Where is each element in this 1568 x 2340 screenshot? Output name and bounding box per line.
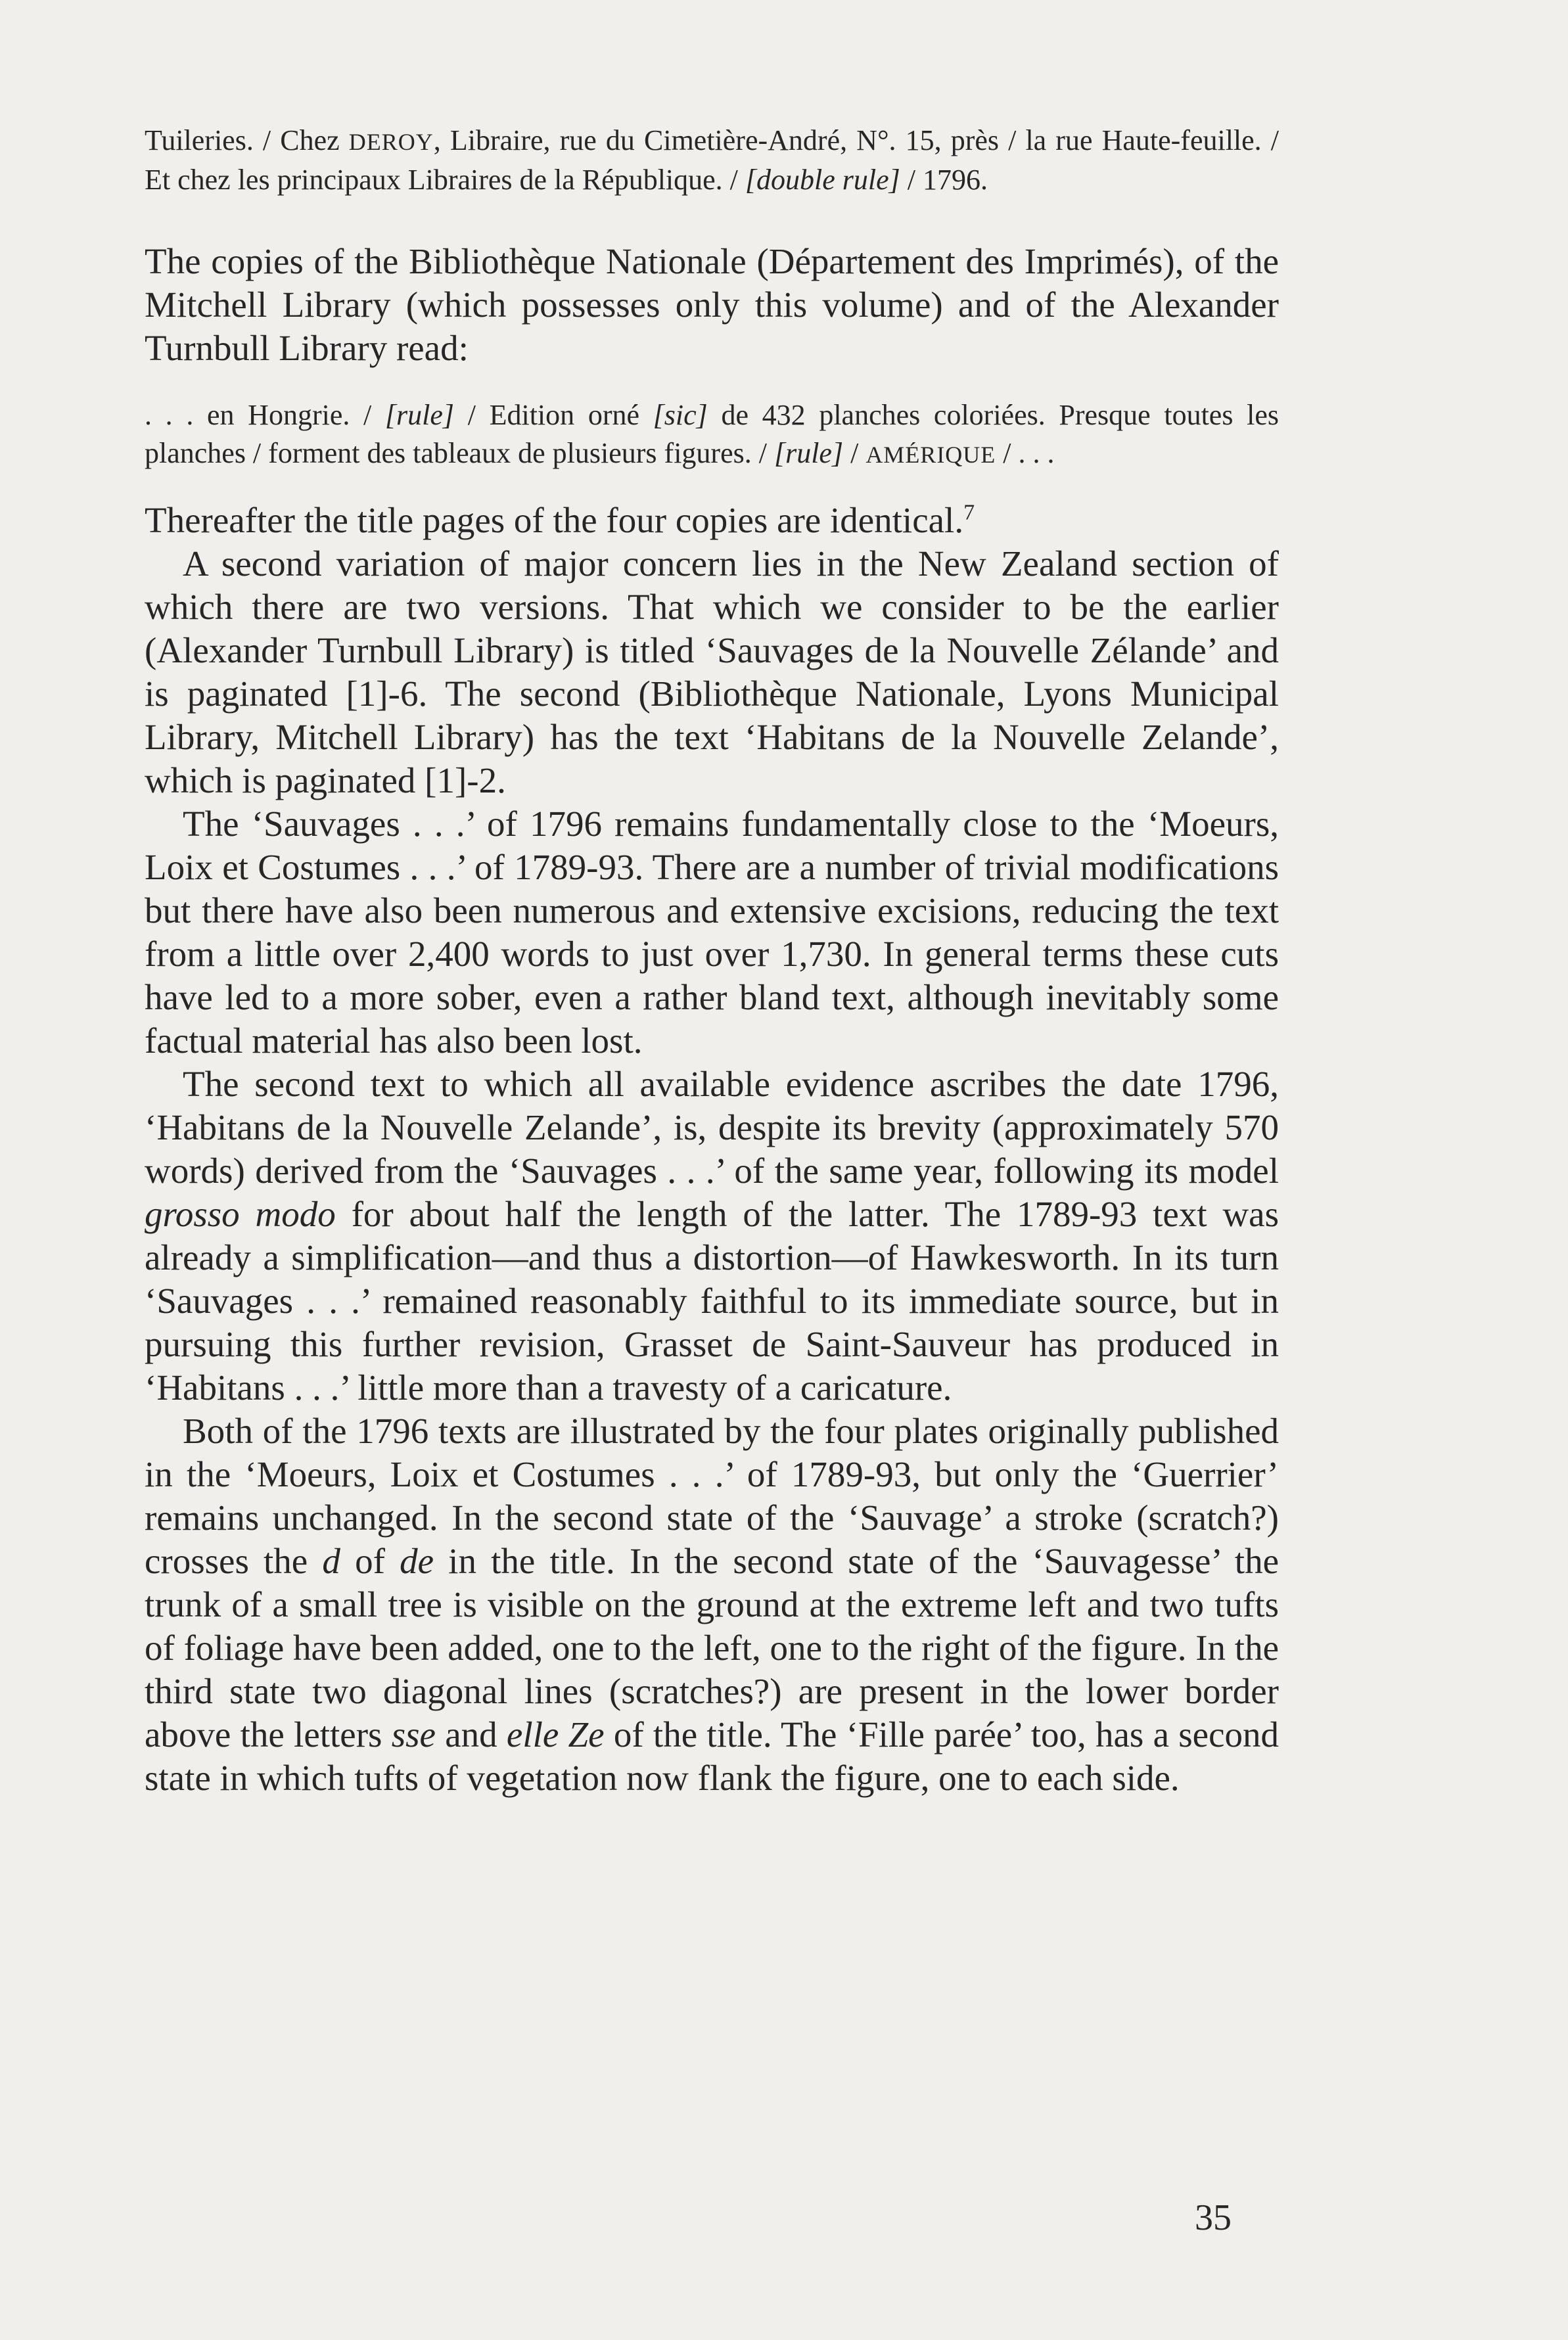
paragraph-text: of <box>340 1541 400 1581</box>
paragraph-thereafter <box>145 499 1279 542</box>
editorial-note: [double rule] <box>745 164 900 196</box>
editorial-note: [rule] <box>773 437 844 469</box>
paragraph-text: Thereafter the title pages of the four copies are identical. <box>145 500 964 540</box>
citation-text: / 1796. <box>900 164 988 196</box>
citation-text: . . . en Hongrie. / <box>145 399 385 431</box>
citation-text: / Edition orné <box>454 399 653 431</box>
paragraph-text: The second text to which all available evidence ascribes the date 1796, ‘Habitans de la Nouvelle Zelande’, is, despite its brevity (approximately 570 words) derived from the ‘Sauvages . . .’ of the same year, following its model <box>145 1064 1279 1191</box>
footnote-marker: 7 <box>963 500 975 525</box>
paragraph-text: and <box>435 1714 507 1755</box>
title-page-citation <box>145 122 1279 199</box>
paragraph-copies: The copies of the Bibliothèque Nationale (Département des Imprimés), of the Mitchell Library (which possesses only this volume) and of the Alexander Turnbull Library read: <box>145 241 1279 368</box>
paragraph-variation: A second variation of major concern lies in the New Zealand section of which there are two versions. That which we consider to be the earlier (Alexander Turnbull Library) is titled ‘Sauvages de la Nouvelle Zélande’ and is paginated [1]-6. The second (Bibliothèque Nationale, Lyons Municipal Library, Mitchell Library) has the text ‘Habitans de la Nouvelle Zelande’, which is paginated [1]-2. <box>145 543 1279 800</box>
citation-text: , Libraire, rue du Cimetière-André, N°. 15, près / la rue Haute-feuille. / Et chez les principaux Libraires de la République. / <box>145 124 1279 196</box>
variant-citation <box>145 396 1279 474</box>
italic-letters: sse <box>391 1714 436 1755</box>
italic-letters: elle Ze <box>506 1714 605 1755</box>
paragraph-text: for about half the length of the latter. The 1789-93 text was already a simplification—and thus a distortion—of Hawkesworth. In its turn ‘Sauvages . . .’ remained reasonably faithful to its immediate source, but in pursuing this further revision, Grasset de Saint-Sauveur has produced in ‘Habitans . . .’ little more than a travesty of a caricature. <box>145 1194 1279 1408</box>
text-column <box>145 122 1279 1800</box>
italic-letter: d <box>322 1541 340 1581</box>
citation-text: de 432 planches coloriées. Presque toutes les planches / forment des tableaux de plusieurs figures. / <box>145 399 1280 469</box>
paragraph-second-text <box>145 1063 1279 1410</box>
paragraph-text: of the title. The ‘Fille parée’ too, has a second state in which tufts of vegetation now flank the figure, one to each side. <box>145 1714 1279 1798</box>
citation-text: / . . . <box>996 437 1055 469</box>
citation-text: Tuileries. / Chez <box>145 124 349 156</box>
page-number: 35 <box>1195 2197 1232 2238</box>
paragraph-text: Both of the 1796 texts are illustrated by the four plates originally published in the ‘Moeurs, Loix et Costumes . . .’ of 1789-93, but only the ‘Guerrier’ remains unchanged. In the second state of the ‘Sauvage’ a stroke (scratch?) crosses the <box>145 1411 1279 1581</box>
editorial-note: [sic] <box>653 399 708 431</box>
editorial-note: [rule] <box>384 399 455 431</box>
italic-phrase: grosso modo <box>145 1194 336 1234</box>
paragraph-both <box>145 1410 1279 1800</box>
paragraph-sauvages: The ‘Sauvages . . .’ of 1796 remains fundamentally close to the ‘Moeurs, Loix et Costumes . . .’ of 1789-93. There are a number of trivial modifications but there have also been numerous and extensive excisions, reducing the text from a little over 2,400 words to just over 1,730. In general terms these cuts have led to a more sober, even a rather bland text, although inevitably some factual material has also been lost. <box>145 804 1279 1061</box>
section-name: AMÉRIQUE <box>865 442 996 468</box>
italic-word: de <box>400 1541 434 1581</box>
publisher-name: DEROY <box>348 129 434 155</box>
citation-text: / <box>843 437 866 469</box>
paragraph-text: in the title. In the second state of the ‘Sauvagesse’ the trunk of a small tree is visible on the ground at the extreme left and two tufts of foliage have been added, one to the left, one to the right of the figure. In the third state two diagonal lines (scratches?) are present in the lower border above the letters <box>145 1541 1279 1755</box>
